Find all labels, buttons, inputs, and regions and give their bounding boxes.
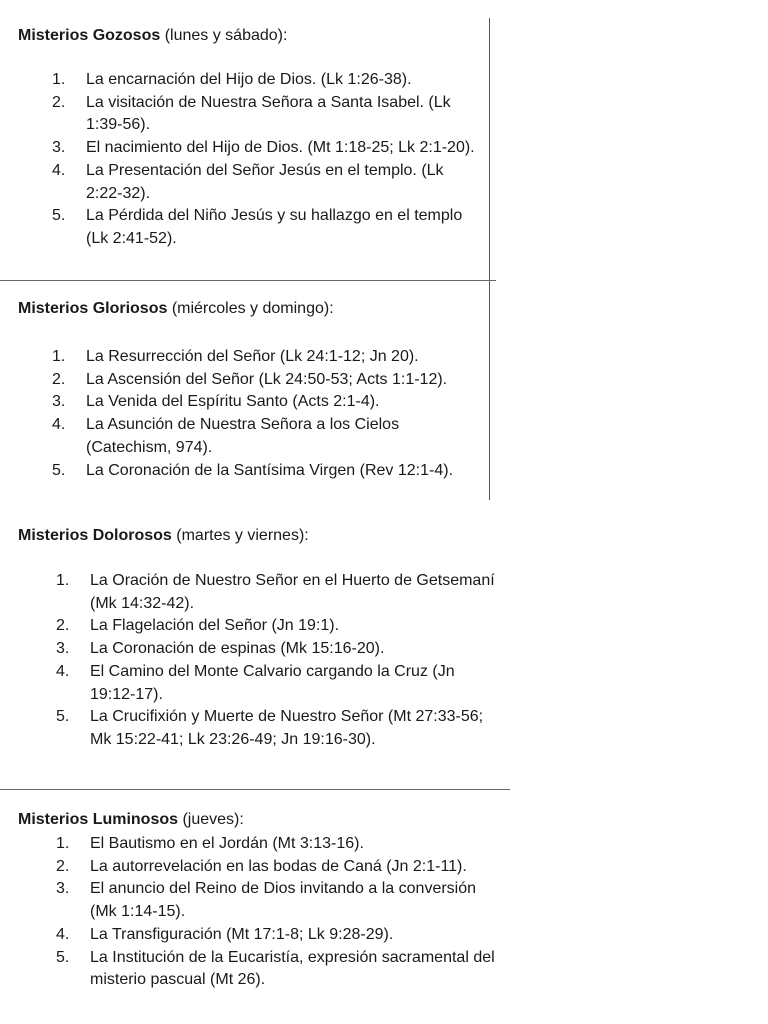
list-item <box>56 833 502 856</box>
list-item <box>56 661 502 706</box>
item-text: La autorrevelación en las bodas de Caná (Jn 2:1-11). <box>90 857 467 875</box>
item-text: La Flagelación del Señor (Jn 19:1). <box>90 617 340 635</box>
item-number: 2. <box>52 93 66 111</box>
list-item <box>52 92 482 137</box>
mysteries-list <box>52 346 482 482</box>
list-item <box>52 160 482 205</box>
item-text: La Coronación de la Santísima Virgen (Rev 12:1-4). <box>86 461 454 479</box>
list-item <box>52 346 482 369</box>
section-dolorosos <box>0 511 510 790</box>
item-number: 3. <box>52 139 66 157</box>
table-divider <box>0 280 496 281</box>
section-days: (miércoles y domingo): <box>167 300 334 317</box>
list-item <box>52 414 482 459</box>
item-number: 2. <box>56 617 70 635</box>
item-number: 1. <box>56 572 70 589</box>
item-text: La Oración de Nuestro Señor en el Huerto de Getsemaní (Mk 14:32-42). <box>90 572 495 612</box>
item-text: El anuncio del Reino de Dios invitando a la conversión (Mk 1:14-15). <box>90 880 477 921</box>
list-item <box>56 706 502 751</box>
item-number: 1. <box>52 348 66 365</box>
table-divider <box>0 789 510 790</box>
item-number: 3. <box>56 880 70 898</box>
table-border-right <box>489 18 490 500</box>
item-text: La Ascensión del Señor (Lk 24:50-53; Acts 1:1-12). <box>86 370 448 388</box>
item-number: 2. <box>52 370 66 388</box>
section-gozosos <box>0 18 496 280</box>
section-days: (martes y viernes): <box>171 527 309 544</box>
item-text: La Resurrección del Señor (Lk 24:1-12; Jn 20). <box>86 348 419 365</box>
item-text: La Pérdida del Niño Jesús y su hallazgo en el templo (Lk 2:41-52). <box>86 207 463 247</box>
list-item <box>52 205 482 250</box>
mysteries-list <box>52 69 482 251</box>
section-title: Misterios Gloriosos <box>18 300 168 317</box>
item-number: 3. <box>52 393 66 411</box>
item-text: La Transfiguración (Mt 17:1-8; Lk 9:28-29). <box>90 925 394 943</box>
item-number: 5. <box>52 461 66 479</box>
item-number: 4. <box>56 662 70 680</box>
list-item <box>56 878 502 923</box>
list-item <box>56 947 502 992</box>
item-text: La visitación de Nuestra Señora a Santa Isabel. (Lk 1:39-56). <box>86 93 451 134</box>
item-number: 1. <box>56 835 70 852</box>
item-text: La Institución de la Eucaristía, expresión sacramental del misterio pascual (Mt 26). <box>90 948 495 989</box>
list-item <box>56 570 502 615</box>
list-item <box>52 69 482 92</box>
list-item <box>56 615 502 638</box>
item-number: 3. <box>56 640 70 658</box>
item-number: 4. <box>56 925 70 943</box>
item-text: La Presentación del Señor Jesús en el templo. (Lk 2:22-32). <box>86 161 444 202</box>
section-heading <box>18 300 334 318</box>
item-text: La Venida del Espíritu Santo (Acts 2:1-4). <box>86 393 380 411</box>
item-number: 5. <box>52 207 66 225</box>
section-heading <box>18 527 309 545</box>
item-text: La encarnación del Hijo de Dios. (Lk 1:26-38). <box>86 71 412 88</box>
mysteries-list <box>56 833 502 992</box>
section-heading <box>18 811 244 829</box>
section-days: (lunes y sábado): <box>160 27 288 44</box>
list-item <box>52 369 482 392</box>
item-number: 2. <box>56 857 70 875</box>
list-item <box>56 924 502 947</box>
item-number: 5. <box>56 708 70 726</box>
list-item <box>52 391 482 414</box>
section-luminosos <box>0 790 510 1024</box>
list-item <box>52 460 482 483</box>
item-text: La Coronación de espinas (Mk 15:16-20). <box>90 640 385 658</box>
section-heading <box>18 27 287 45</box>
item-number: 1. <box>52 71 66 88</box>
list-item <box>56 856 502 879</box>
item-number: 4. <box>52 416 66 434</box>
mysteries-list <box>56 570 502 752</box>
item-number: 4. <box>52 161 66 179</box>
section-days: (jueves): <box>178 811 244 828</box>
section-title: Misterios Gozosos <box>18 27 161 44</box>
item-text: El nacimiento del Hijo de Dios. (Mt 1:18-25; Lk 2:1-20). <box>86 139 475 157</box>
item-text: El Camino del Monte Calvario cargando la Cruz (Jn 19:12-17). <box>90 662 455 703</box>
list-item <box>56 638 502 661</box>
section-gloriosos <box>0 281 496 499</box>
section-title: Misterios Dolorosos <box>18 527 172 544</box>
item-text: El Bautismo en el Jordán (Mt 3:13-16). <box>90 835 364 852</box>
item-text: La Asunción de Nuestra Señora a los Cielos (Catechism, 974). <box>86 416 400 456</box>
item-number: 5. <box>56 948 70 966</box>
item-text: La Crucifixión y Muerte de Nuestro Señor (Mt 27:33-56; Mk 15:22-41; Lk 23:26-49; Jn 19:16-30). <box>90 708 484 748</box>
list-item <box>52 137 482 160</box>
section-title: Misterios Luminosos <box>18 811 179 828</box>
